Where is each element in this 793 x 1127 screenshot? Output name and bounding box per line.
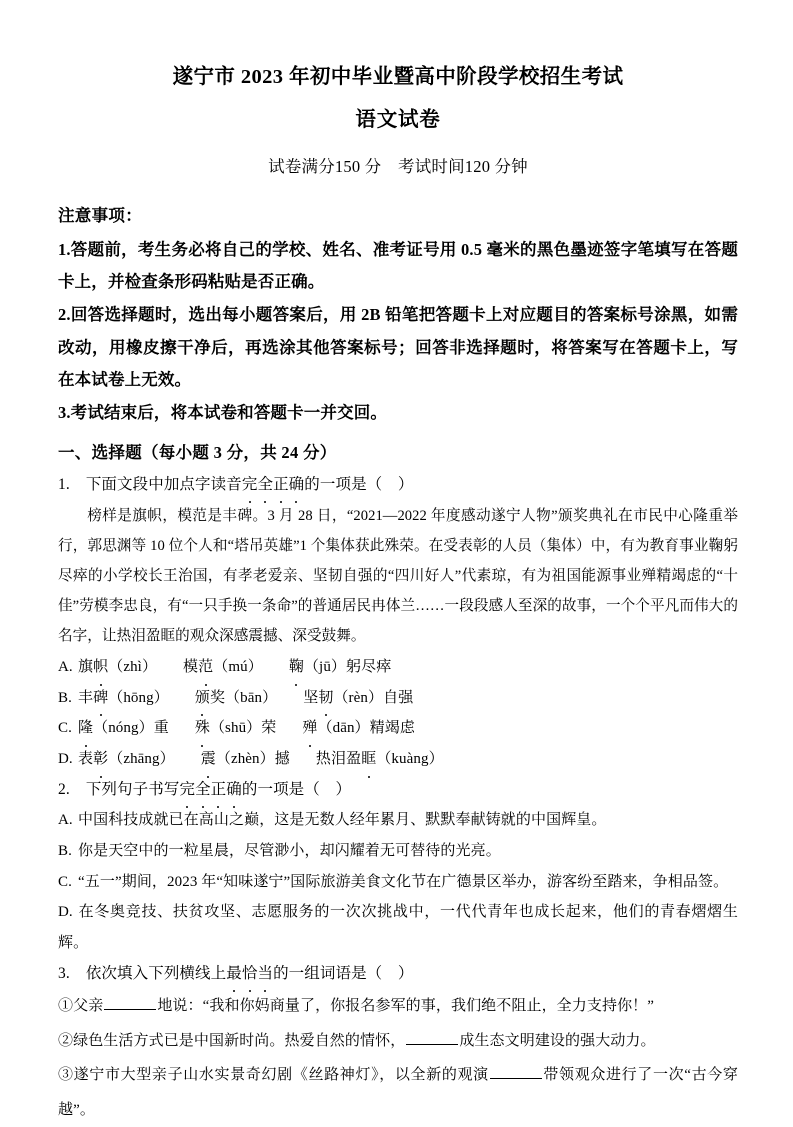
option-term [302,720,415,736]
page-subtitle: 语文试卷 [355,108,441,131]
emphasis-char: 碑 [93,683,108,714]
emphasis-char: 殊 [195,713,210,744]
option-label: D. [58,751,73,768]
question-1-stem-emphasis [242,476,304,493]
option-text: “五一”期间，2023 年“知味遂宁”国际旅游美食文化节在广德景区举办，游客纷至踏来，争相品签。 [78,873,729,890]
question-3-subitems [58,989,738,1127]
option-term [78,659,157,675]
question-2-stem [58,775,738,805]
emphasis-char: 确 [289,470,305,500]
emphasis-char: 全 [257,470,273,500]
option-char: 泪 [330,751,347,768]
pinyin: （nóng） [93,720,154,737]
question-1-number: 1. [58,476,70,494]
option-content [78,659,391,675]
emphasis-char: 完 [179,775,195,805]
option-label: A. [58,812,73,829]
emphasis-char: 眶 [361,744,376,775]
question-3-stem-emphasis [226,965,273,982]
option-tail: 自强 [383,689,414,706]
option-term [78,690,169,706]
option-char: 旗 [78,658,94,675]
pinyin: （zhì） [108,658,158,675]
emphasis-char: 确 [226,775,242,805]
emphasis-char: 正 [273,470,289,500]
emphasis-char: 完 [242,470,258,500]
emphasis-char: 帜 [93,652,108,683]
pinyin: （zhāng） [108,751,175,768]
option-label: B. [58,689,72,706]
emphasis-char: 殚 [302,713,317,744]
question-3-stem [58,959,738,989]
option-term [78,720,169,736]
question-1-stem-pre: 下面文段中加点字读音 [85,476,242,494]
option-row[interactable] [58,867,738,898]
option-label: C. [58,720,72,737]
option-text: 在冬奥竞技、扶贫攻坚、志愿服务的一次次挑战中，一代代青年也成长起来，他们的青春熠熠生辉。 [58,904,738,952]
emphasis-char: 韧 [318,683,333,714]
option-char: 坚 [303,689,319,706]
question-2-stem-emphasis [179,781,241,798]
question-2-number: 2. [58,780,70,798]
question-3-stem-post: 的一组词语是（ ） [273,964,414,982]
notice-section [58,203,738,430]
question-2-stem-pre: 下列句子书写 [85,780,180,798]
option-content [78,690,413,706]
pinyin: （dān） [317,720,370,737]
question-1-stem-post: 的一项是（ ） [304,476,414,494]
option-tail: 荣 [261,720,277,737]
option-tail: 精竭虑 [369,720,415,737]
question-3-number: 3. [58,964,70,982]
pinyin: （rèn） [333,689,384,706]
option-label: B. [58,842,72,859]
option-tail: 重 [153,720,169,737]
emphasis-char: 隆 [78,713,93,744]
pinyin: （jū） [303,658,347,675]
sub-item-after: 成生态文明建设的强大动力。 [459,1032,656,1049]
emphasis-char: 鞠 [289,652,304,683]
sub-item-before: 遂宁市大型亲子山水实景奇幻剧《丝路神灯》，以全新的观演 [73,1067,489,1084]
emphasis-char: 彰 [93,744,108,775]
pinyin: （bān） [225,689,278,706]
option-row[interactable] [58,652,738,683]
question-1-options [58,652,738,775]
page-content [58,0,738,1127]
notice-item-3: 3.考试结束后，将本试卷和答题卡一并交回。 [58,403,388,423]
option-row[interactable] [58,897,738,959]
option-tail: 躬尽瘁 [346,658,392,675]
sub-item [58,1058,738,1127]
notice-item-1: 1.答题前，考生务必将自己的学校、姓名、准考证号用 0.5 毫米的黑色墨迹签字笔填写在答题卡上，并检查条形码粘贴是否正确。 [58,239,738,292]
notice-item-2: 2.回答选择题时，选出每小题答案后，用 2B 铅笔把答题卡上对应题目的答案标号涂黑，如需改动，用橡皮擦干净后，再选涂其他答案标号；回答非选择题时，将答案写在答题卡上，写在本试卷上无效。 [58,305,738,390]
question-3-stem-pre: 依次填入下列横线上 [85,964,227,982]
pinyin: （zhèn） [215,751,275,768]
pinyin: （hōng） [108,689,169,706]
option-row[interactable] [58,744,738,775]
option-term [195,720,277,736]
sub-item-marker: ③ [58,1067,74,1084]
emphasis-char: 正 [211,775,227,805]
pinyin: （kuàng） [376,751,444,768]
option-char: 热 [315,751,331,768]
option-label: D. [58,904,73,921]
sub-item-before: 父亲 [73,998,104,1015]
option-row[interactable] [58,683,738,714]
sub-item-before: 绿色生活方式已是中国新时尚。热爱自然的情怀， [73,1032,406,1049]
emphasis-char: 当 [257,959,273,989]
option-row[interactable] [58,836,738,867]
option-label: A. [58,658,73,675]
emphasis-char: 恰 [242,959,258,989]
pinyin: （mú） [213,658,263,675]
option-row[interactable] [58,713,738,744]
emphasis-char: 震 [201,744,216,775]
sub-item-after: 地说：“我和你妈商量了，你报名参军的事，我们绝不阻止，全力支持你！” [157,998,655,1015]
option-text: 你是天空中的一粒星晨，尽管渺小，却闪耀着无可替待的光亮。 [78,842,501,859]
option-text: 中国科技成就已在高山之巅，这是无数人经年累月、默默奉献铸就的中国辉皇。 [78,812,607,829]
option-content [78,720,415,736]
fill-in-blank[interactable] [406,1029,458,1044]
notice-heading: 注意事项： [58,206,142,226]
option-char: 模 [183,658,199,675]
emphasis-char: 颁 [195,683,210,714]
option-term [195,690,277,706]
option-term [183,659,263,675]
emphasis-char: 最 [226,959,242,989]
option-term [78,751,175,767]
option-char: 丰 [78,689,94,706]
pinyin: （shū） [209,720,262,737]
option-term [201,751,290,767]
sub-item [58,1024,738,1059]
option-term [303,690,413,706]
question-2-stem-post: 的一项是（ ） [241,780,352,798]
sub-item-marker: ① [58,998,74,1015]
sub-item [58,989,738,1024]
option-term [289,659,392,675]
option-term [316,751,444,767]
fill-in-blank[interactable] [104,995,156,1010]
question-1-stem [58,470,738,500]
question-1-passage: 榜样是旗帜，模范是丰碑。3 月 28 日，“2021—2022 年度感动遂宁人物”颁奖典礼在市民中心隆重举行，郭思渊等 10 位个人和“塔吊英雄”1 个集体获此殊荣。在受表彰的人员（集体）中，有为教育事业鞠躬尽瘁的小学校长王治国，有孝老爱亲、坚韧自强的“四川好人”代素琼，有为祖国能源事业殚精竭虑的“十佳”劳模李忠良，有“一只手换一条命”的普通居民冉体兰……一段段感人至深的故事，一个个平凡而伟大的名字，让热泪盈眶的观众深感震撼、深受鼓舞。 [58,508,738,644]
sub-item-marker: ② [58,1032,74,1049]
section-heading-1: 一、选择题（每小题 3 分，共 24 分） [58,442,337,462]
option-row[interactable] [58,805,738,836]
page-title: 遂宁市 2023 年初中毕业暨高中阶段学校招生考试 [172,66,624,88]
option-char: 表 [78,751,94,768]
option-tail: 撼 [274,751,290,768]
exam-meta-line: 试卷满分150 分 考试时间120 分钟 [268,156,528,176]
option-label: C. [58,873,72,890]
option-content [78,751,444,767]
emphasis-char: 范 [198,652,213,683]
option-char: 奖 [209,689,226,706]
emphasis-char: 全 [195,775,211,805]
fill-in-blank[interactable] [490,1064,542,1079]
question-2-options [58,805,738,959]
sub-item-after: 带领观众进行了一次“古今穿越”。 [58,1067,738,1118]
option-char: 盈 [346,751,362,768]
